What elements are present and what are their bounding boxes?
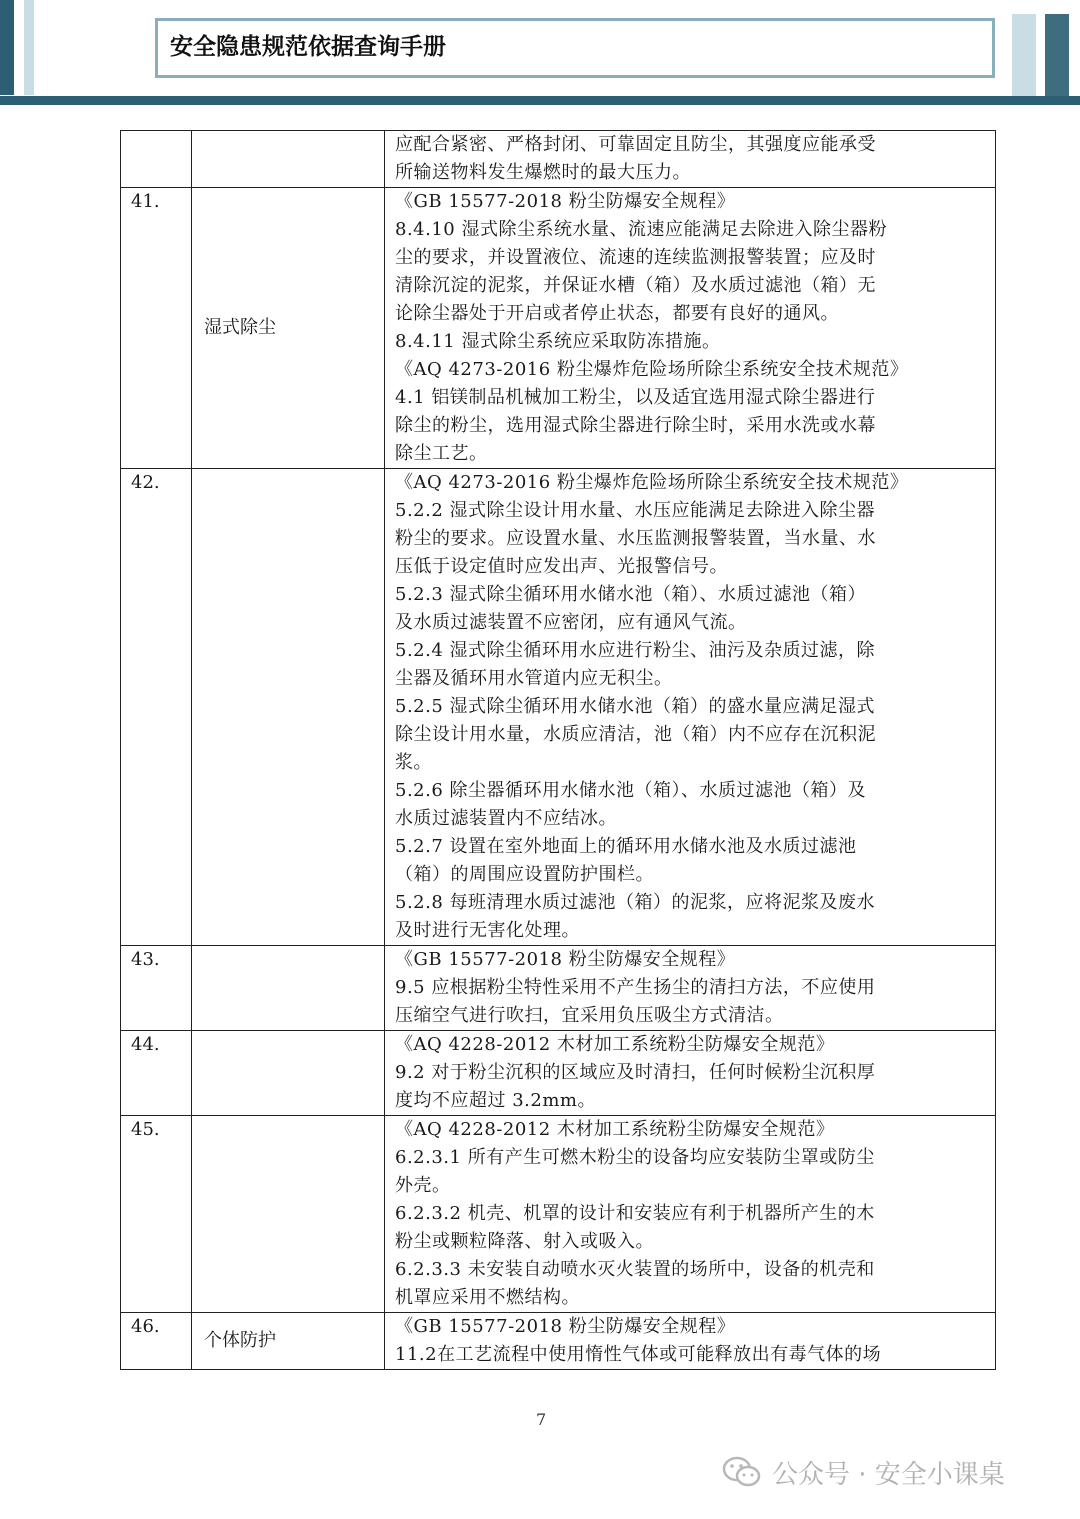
watermark (722, 1452, 1005, 1492)
content-line: 浆。 (395, 752, 432, 773)
content-line: 《GB 15577-2018 粉尘防爆安全规程》 (395, 191, 736, 212)
table-row (121, 946, 996, 1031)
content-line: 《AQ 4228-2012 木材加工系统粉尘防爆安全规范》 (395, 1119, 835, 1140)
content-line: 粉尘的要求。应设置水量、水压监测报警装置，当水量、水 (395, 528, 876, 549)
content-line: 除尘工艺。 (395, 443, 488, 464)
row-category (192, 131, 385, 188)
content-line: 5.2.7 设置在室外地面上的循环用水储水池及水质过滤池 (395, 836, 857, 857)
table-row (121, 1031, 996, 1116)
content-line: 压低于设定值时应发出声、光报警信号。 (395, 556, 728, 577)
row-number: 45. (121, 1116, 192, 1313)
row-content (385, 469, 996, 946)
row-content (385, 188, 996, 469)
content-line: 《AQ 4273-2016 粉尘爆炸危险场所除尘系统安全技术规范》 (395, 359, 909, 380)
content-line: 《GB 15577-2018 粉尘防爆安全规程》 (395, 1316, 736, 1337)
table-row (121, 469, 996, 946)
content-line: 除尘的粉尘，选用湿式除尘器进行除尘时，采用水洗或水幕 (395, 415, 876, 436)
content-line: 4.1 铝镁制品机械加工粉尘，以及适宜选用湿式除尘器进行 (395, 387, 876, 408)
content-line: 水质过滤装置内不应结冰。 (395, 808, 617, 829)
content-line: 《AQ 4228-2012 木材加工系统粉尘防爆安全规范》 (395, 1034, 835, 1055)
content-line: 5.2.4 湿式除尘循环用水应进行粉尘、油污及杂质过滤，除 (395, 640, 876, 661)
content-line: 压缩空气进行吹扫，宜采用负压吸尘方式清洁。 (395, 1005, 784, 1026)
content-line: 6.2.3.1 所有产生可燃木粉尘的设备均应安装防尘罩或防尘 (395, 1147, 875, 1168)
page-number: 7 (536, 1410, 547, 1429)
content-line: 清除沉淀的泥浆，并保证水槽（箱）及水质过滤池（箱）无 (395, 275, 876, 296)
content-line: 5.2.2 湿式除尘设计用水量、水压应能满足去除进入除尘器 (395, 500, 876, 521)
table-row (121, 1313, 996, 1370)
content-line: 所输送物料发生爆燃时的最大压力。 (395, 162, 691, 183)
row-category (192, 1116, 385, 1313)
row-category (192, 946, 385, 1031)
content-line: 11.2在工艺流程中使用惰性气体或可能释放出有毒气体的场 (395, 1344, 882, 1365)
content-line: 尘的要求，并设置液位、流速的连续监测报警装置；应及时 (395, 247, 876, 268)
row-number: 46. (121, 1313, 192, 1370)
content-line: 5.2.3 湿式除尘循环用水储水池（箱）、水质过滤池（箱） (395, 584, 867, 605)
page-title: 安全隐患规范依据查询手册 (170, 34, 446, 60)
category-label: 个体防护 (204, 1330, 276, 1351)
content-line: 5.2.8 每班清理水质过滤池（箱）的泥浆，应将泥浆及废水 (395, 892, 876, 913)
content-line: 6.2.3.3 未安装自动喷水灭火装置的场所中，设备的机壳和 (395, 1259, 875, 1280)
watermark-text: 公众号 · 安全小课桌 (772, 1459, 1005, 1490)
table-row (121, 1116, 996, 1313)
row-content (385, 1116, 996, 1313)
header-divider (0, 96, 1080, 105)
row-category (192, 188, 385, 469)
content-line: 8.4.10 湿式除尘系统水量、流速应能满足去除进入除尘器粉 (395, 219, 887, 240)
row-content (385, 1031, 996, 1116)
table-row (121, 131, 996, 188)
content-line: 5.2.6 除尘器循环用水储水池（箱）、水质过滤池（箱）及 (395, 780, 867, 801)
header-accent-bar (0, 0, 14, 95)
header-deco-block-light (1012, 14, 1036, 102)
row-content (385, 1313, 996, 1370)
row-category (192, 1031, 385, 1116)
row-number: 41. (121, 188, 192, 469)
content-line: 6.2.3.2 机壳、机罩的设计和安装应有利于机器所产生的木 (395, 1203, 875, 1224)
row-number (121, 131, 192, 188)
content-line: 应配合紧密、严格封闭、可靠固定且防尘，其强度应能承受 (395, 134, 876, 155)
content-line: （箱）的周围应设置防护围栏。 (395, 864, 654, 885)
row-content (385, 131, 996, 188)
row-number: 44. (121, 1031, 192, 1116)
content-line: 机罩应采用不燃结构。 (395, 1287, 580, 1308)
content-line: 度均不应超过 3.2mm。 (395, 1090, 596, 1111)
wechat-icon (722, 1455, 762, 1489)
content-line: 8.4.11 湿式除尘系统应采取防冻措施。 (395, 331, 721, 352)
row-category (192, 469, 385, 946)
content-line: 除尘设计用水量，水质应清洁，池（箱）内不应存在沉积泥 (395, 724, 876, 745)
content-line: 论除尘器处于开启或者停止状态，都要有良好的通风。 (395, 303, 839, 324)
row-number: 43. (121, 946, 192, 1031)
regulation-table (120, 130, 996, 1370)
row-category (192, 1313, 385, 1370)
row-number: 42. (121, 469, 192, 946)
content-line: 《AQ 4273-2016 粉尘爆炸危险场所除尘系统安全技术规范》 (395, 472, 909, 493)
content-line: 9.2 对于粉尘沉积的区域应及时清扫，任何时候粉尘沉积厚 (395, 1062, 876, 1083)
content-line: 5.2.5 湿式除尘循环用水储水池（箱）的盛水量应满足湿式 (395, 696, 876, 717)
content-line: 尘器及循环用水管道内应无积尘。 (395, 668, 673, 689)
category-label: 湿式除尘 (204, 317, 276, 338)
table-row (121, 188, 996, 469)
header-accent-bar-light (24, 0, 34, 95)
content-line: 及时进行无害化处理。 (395, 920, 580, 941)
content-line: 及水质过滤装置不应密闭，应有通风气流。 (395, 612, 747, 633)
row-content (385, 946, 996, 1031)
content-line: 外壳。 (395, 1175, 451, 1196)
content-line: 粉尘或颗粒降落、射入或吸入。 (395, 1231, 654, 1252)
content-line: 《GB 15577-2018 粉尘防爆安全规程》 (395, 949, 736, 970)
header-deco-block-dark (1045, 14, 1069, 102)
content-line: 9.5 应根据粉尘特性采用不产生扬尘的清扫方法，不应使用 (395, 977, 876, 998)
